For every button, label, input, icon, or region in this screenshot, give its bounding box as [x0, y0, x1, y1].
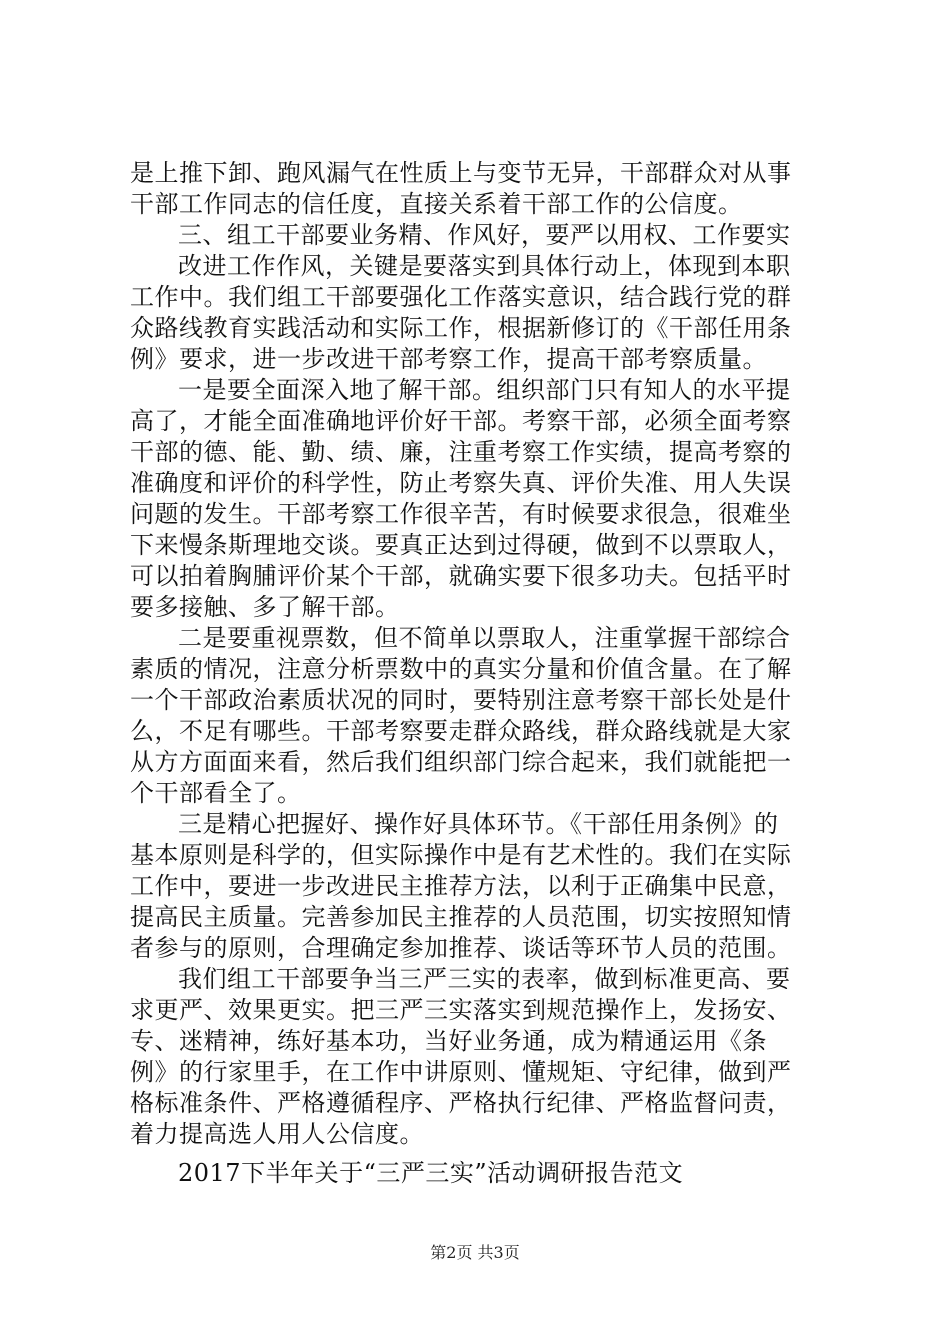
body-line: 例》要求，进一步改进干部考察工作，提高干部考察质量。 [130, 345, 767, 373]
document-body [130, 158, 830, 1189]
body-line: 求更严、效果更实。把三严三实落实到规范操作上，发扬安、 [130, 996, 792, 1024]
next-article-title: 2017下半年关于“三严三实”活动调研报告范文 [178, 1159, 684, 1187]
body-line: 从方方面面来看，然后我们组织部门综合起来，我们就能把一 [130, 748, 792, 776]
body-line: 高了，才能全面准确地评价好干部。考察干部，必须全面考察 [130, 407, 792, 435]
body-line: 提高民主质量。完善参加民主推荐的人员范围，切实按照知情 [130, 903, 792, 931]
body-line: 众路线教育实践活动和实际工作，根据新修订的《干部任用条 [130, 314, 792, 342]
body-line: 是上推下卸、跑风漏气在性质上与变节无异，干部群众对从事 [130, 159, 792, 187]
body-line: 干部工作同志的信任度，直接关系着干部工作的公信度。 [130, 190, 743, 218]
body-line: 三是精心把握好、操作好具体环节。《干部任用条例》的 [178, 810, 779, 838]
body-line: 改进工作作风，关键是要落实到具体行动上，体现到本职 [178, 252, 791, 280]
body-line: 要多接触、多了解干部。 [130, 593, 400, 621]
body-line: 者参与的原则，合理确定参加推荐、谈话等环节人员的范围。 [130, 934, 792, 962]
body-line: 个干部看全了。 [130, 779, 302, 807]
body-line: 我们组工干部要争当三严三实的表率，做到标准更高、要 [178, 965, 791, 993]
body-line: 下来慢条斯理地交谈。要真正达到过得硬，做到不以票取人， [130, 531, 792, 559]
body-line: 一是要全面深入地了解干部。组织部门只有知人的水平提 [178, 376, 791, 404]
body-line: 工作中，要进一步改进民主推荐方法，以利于正确集中民意， [130, 872, 792, 900]
body-line: 例》的行家里手，在工作中讲原则、懂规矩、守纪律，做到严 [130, 1058, 792, 1086]
body-line: 一个干部政治素质状况的同时，要特别注意考察干部长处是什 [130, 686, 792, 714]
body-line: 准确度和评价的科学性，防止考察失真、评价失准、用人失误 [130, 469, 792, 497]
section-heading: 三、组工干部要业务精、作风好，要严以用权、工作要实 [178, 221, 791, 249]
body-line: 着力提高选人用人公信度。 [130, 1120, 424, 1148]
body-line: 么，不足有哪些。干部考察要走群众路线，群众路线就是大家 [130, 717, 792, 745]
body-line: 二是要重视票数，但不简单以票取人，注重掌握干部综合 [178, 624, 791, 652]
body-line: 素质的情况，注意分析票数中的真实分量和价值含量。在了解 [130, 655, 792, 683]
body-line: 可以拍着胸脯评价某个干部，就确实要下很多功夫。包括平时 [130, 562, 792, 590]
body-line: 问题的发生。干部考察工作很辛苦，有时候要求很急，很难坐 [130, 500, 792, 528]
body-line: 干部的德、能、勤、绩、廉，注重考察工作实绩，提高考察的 [130, 438, 792, 466]
body-line: 工作中。我们组工干部要强化工作落实意识，结合践行党的群 [130, 283, 792, 311]
body-line: 专、迷精神，练好基本功，当好业务通，成为精通运用《条 [130, 1027, 767, 1055]
body-line: 基本原则是科学的，但实际操作中是有艺术性的。我们在实际 [130, 841, 792, 869]
body-line: 格标准条件、严格遵循程序、严格执行纪律、严格监督问责， [130, 1089, 792, 1117]
page-number-footer: 第2页 共3页 [430, 1243, 520, 1262]
